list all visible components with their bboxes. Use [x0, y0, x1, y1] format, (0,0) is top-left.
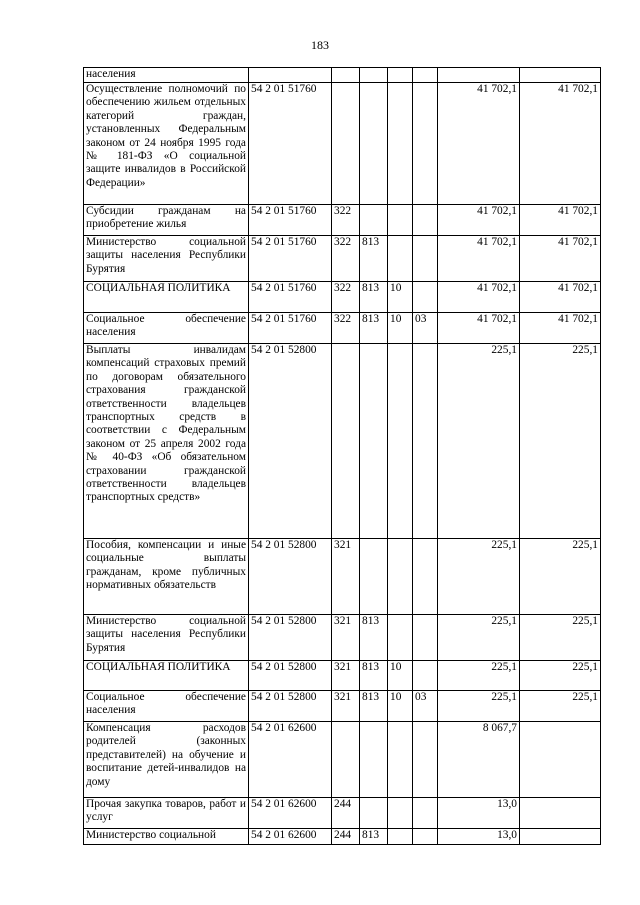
row-name: Прочая закупка товаров, работ и услуг	[84, 798, 249, 829]
row-rz	[388, 344, 413, 539]
table-row	[84, 344, 601, 539]
row-name: Субсидии гражданам на приобретение жилья	[84, 205, 249, 236]
row-vr: 244	[332, 798, 360, 829]
row-sum-1: 13,0	[438, 829, 520, 845]
table-row	[84, 829, 601, 845]
row-pr	[413, 798, 438, 829]
row-name: Выплаты инвалидам компенсаций страховых премий по договорам обязательного страхования гражданской ответственности владельцев транспортных средств в соответствии с Федеральным законом от 25 апреля 2002 года № 40-ФЗ «Об обязательном страховании гражданской ответственности владельцев транспортных средств»	[84, 344, 249, 539]
row-gr: 813	[360, 661, 388, 691]
row-pr	[413, 615, 438, 661]
row-code: 54 2 01 51760	[249, 313, 332, 344]
row-code: 54 2 01 52800	[249, 661, 332, 691]
row-rz	[388, 539, 413, 615]
table-row	[84, 83, 601, 205]
row-sum-1: 41 702,1	[438, 236, 520, 282]
row-pr	[413, 282, 438, 313]
row-code	[249, 68, 332, 83]
row-pr	[413, 722, 438, 798]
row-pr	[413, 205, 438, 236]
page-number: 183	[311, 38, 329, 52]
row-pr	[413, 344, 438, 539]
row-gr: 813	[360, 829, 388, 845]
row-gr	[360, 539, 388, 615]
row-code: 54 2 01 51760	[249, 205, 332, 236]
row-rz	[388, 68, 413, 83]
row-code: 54 2 01 62600	[249, 798, 332, 829]
row-pr	[413, 829, 438, 845]
row-code: 54 2 01 52800	[249, 539, 332, 615]
row-sum-1: 225,1	[438, 344, 520, 539]
row-gr: 813	[360, 313, 388, 344]
row-pr: 03	[413, 313, 438, 344]
row-gr	[360, 68, 388, 83]
row-vr: 321	[332, 539, 360, 615]
row-rz	[388, 236, 413, 282]
row-vr	[332, 68, 360, 83]
row-vr: 322	[332, 282, 360, 313]
row-gr	[360, 205, 388, 236]
row-name: Осуществление полномочий по обеспечению жильем отдельных категорий граждан, установленных Федеральным законом от 24 ноября 1995 года № 181-ФЗ «О социальной защите инвалидов в Российской Федерации»	[84, 83, 249, 205]
row-sum-2: 225,1	[520, 661, 601, 691]
row-pr	[413, 661, 438, 691]
row-sum-2	[520, 722, 601, 798]
row-rz	[388, 83, 413, 205]
row-sum-1: 225,1	[438, 539, 520, 615]
row-gr	[360, 83, 388, 205]
row-code: 54 2 01 62600	[249, 829, 332, 845]
row-vr	[332, 83, 360, 205]
row-gr: 813	[360, 282, 388, 313]
row-sum-1: 41 702,1	[438, 83, 520, 205]
table-row	[84, 722, 601, 798]
row-code: 54 2 01 52800	[249, 615, 332, 661]
row-sum-2	[520, 68, 601, 83]
row-sum-1: 225,1	[438, 615, 520, 661]
row-rz: 10	[388, 661, 413, 691]
row-sum-1: 41 702,1	[438, 282, 520, 313]
row-rz	[388, 615, 413, 661]
row-pr	[413, 236, 438, 282]
row-code: 54 2 01 62600	[249, 722, 332, 798]
row-vr: 321	[332, 691, 360, 722]
row-name: Социальное обеспечение населения	[84, 313, 249, 344]
row-rz: 10	[388, 313, 413, 344]
row-name: Компенсация расходов родителей (законных представителей) на обучение и воспитание детей-инвалидов на дому	[84, 722, 249, 798]
row-gr	[360, 722, 388, 798]
row-rz	[388, 798, 413, 829]
row-vr: 321	[332, 661, 360, 691]
row-code: 54 2 01 51760	[249, 282, 332, 313]
row-sum-2: 41 702,1	[520, 282, 601, 313]
row-pr	[413, 83, 438, 205]
table-row	[84, 68, 601, 83]
row-rz	[388, 722, 413, 798]
table-row	[84, 539, 601, 615]
row-gr	[360, 344, 388, 539]
row-gr	[360, 798, 388, 829]
row-sum-2: 225,1	[520, 691, 601, 722]
row-sum-1: 41 702,1	[438, 313, 520, 344]
row-sum-2: 41 702,1	[520, 83, 601, 205]
table-row	[84, 798, 601, 829]
table-row	[84, 236, 601, 282]
row-rz	[388, 829, 413, 845]
row-vr	[332, 722, 360, 798]
budget-table	[83, 67, 601, 845]
row-vr: 322	[332, 236, 360, 282]
row-gr: 813	[360, 691, 388, 722]
row-sum-2: 41 702,1	[520, 236, 601, 282]
row-vr	[332, 344, 360, 539]
row-pr	[413, 539, 438, 615]
row-pr	[413, 68, 438, 83]
row-name: СОЦИАЛЬНАЯ ПОЛИТИКА	[84, 661, 249, 691]
row-vr: 322	[332, 205, 360, 236]
row-name: Социальное обеспечение населения	[84, 691, 249, 722]
row-sum-1: 225,1	[438, 691, 520, 722]
row-sum-1: 13,0	[438, 798, 520, 829]
row-vr: 244	[332, 829, 360, 845]
row-sum-2: 225,1	[520, 344, 601, 539]
row-code: 54 2 01 51760	[249, 236, 332, 282]
row-rz: 10	[388, 691, 413, 722]
row-code: 54 2 01 52800	[249, 691, 332, 722]
table-row	[84, 615, 601, 661]
row-name: Министерство социальной защиты населения Республики Бурятия	[84, 236, 249, 282]
table-row	[84, 205, 601, 236]
row-code: 54 2 01 52800	[249, 344, 332, 539]
row-code: 54 2 01 51760	[249, 83, 332, 205]
row-sum-1	[438, 68, 520, 83]
row-name: Министерство социальной защиты населения Республики Бурятия	[84, 615, 249, 661]
table-row	[84, 661, 601, 691]
row-vr: 322	[332, 313, 360, 344]
row-rz	[388, 205, 413, 236]
row-rz: 10	[388, 282, 413, 313]
row-sum-2	[520, 798, 601, 829]
row-sum-1: 41 702,1	[438, 205, 520, 236]
row-name: СОЦИАЛЬНАЯ ПОЛИТИКА	[84, 282, 249, 313]
table-row	[84, 313, 601, 344]
row-sum-1: 225,1	[438, 661, 520, 691]
row-sum-2	[520, 829, 601, 845]
row-gr: 813	[360, 615, 388, 661]
row-vr: 321	[332, 615, 360, 661]
row-gr: 813	[360, 236, 388, 282]
row-sum-2: 41 702,1	[520, 313, 601, 344]
row-name: населения	[84, 68, 249, 83]
table-row	[84, 691, 601, 722]
row-sum-2: 225,1	[520, 615, 601, 661]
row-name: Пособия, компенсации и иные социальные выплаты гражданам, кроме публичных нормативных обязательств	[84, 539, 249, 615]
row-sum-1: 8 067,7	[438, 722, 520, 798]
row-sum-2: 225,1	[520, 539, 601, 615]
row-pr: 03	[413, 691, 438, 722]
table-row	[84, 282, 601, 313]
row-name: Министерство социальной	[84, 829, 249, 845]
row-sum-2: 41 702,1	[520, 205, 601, 236]
